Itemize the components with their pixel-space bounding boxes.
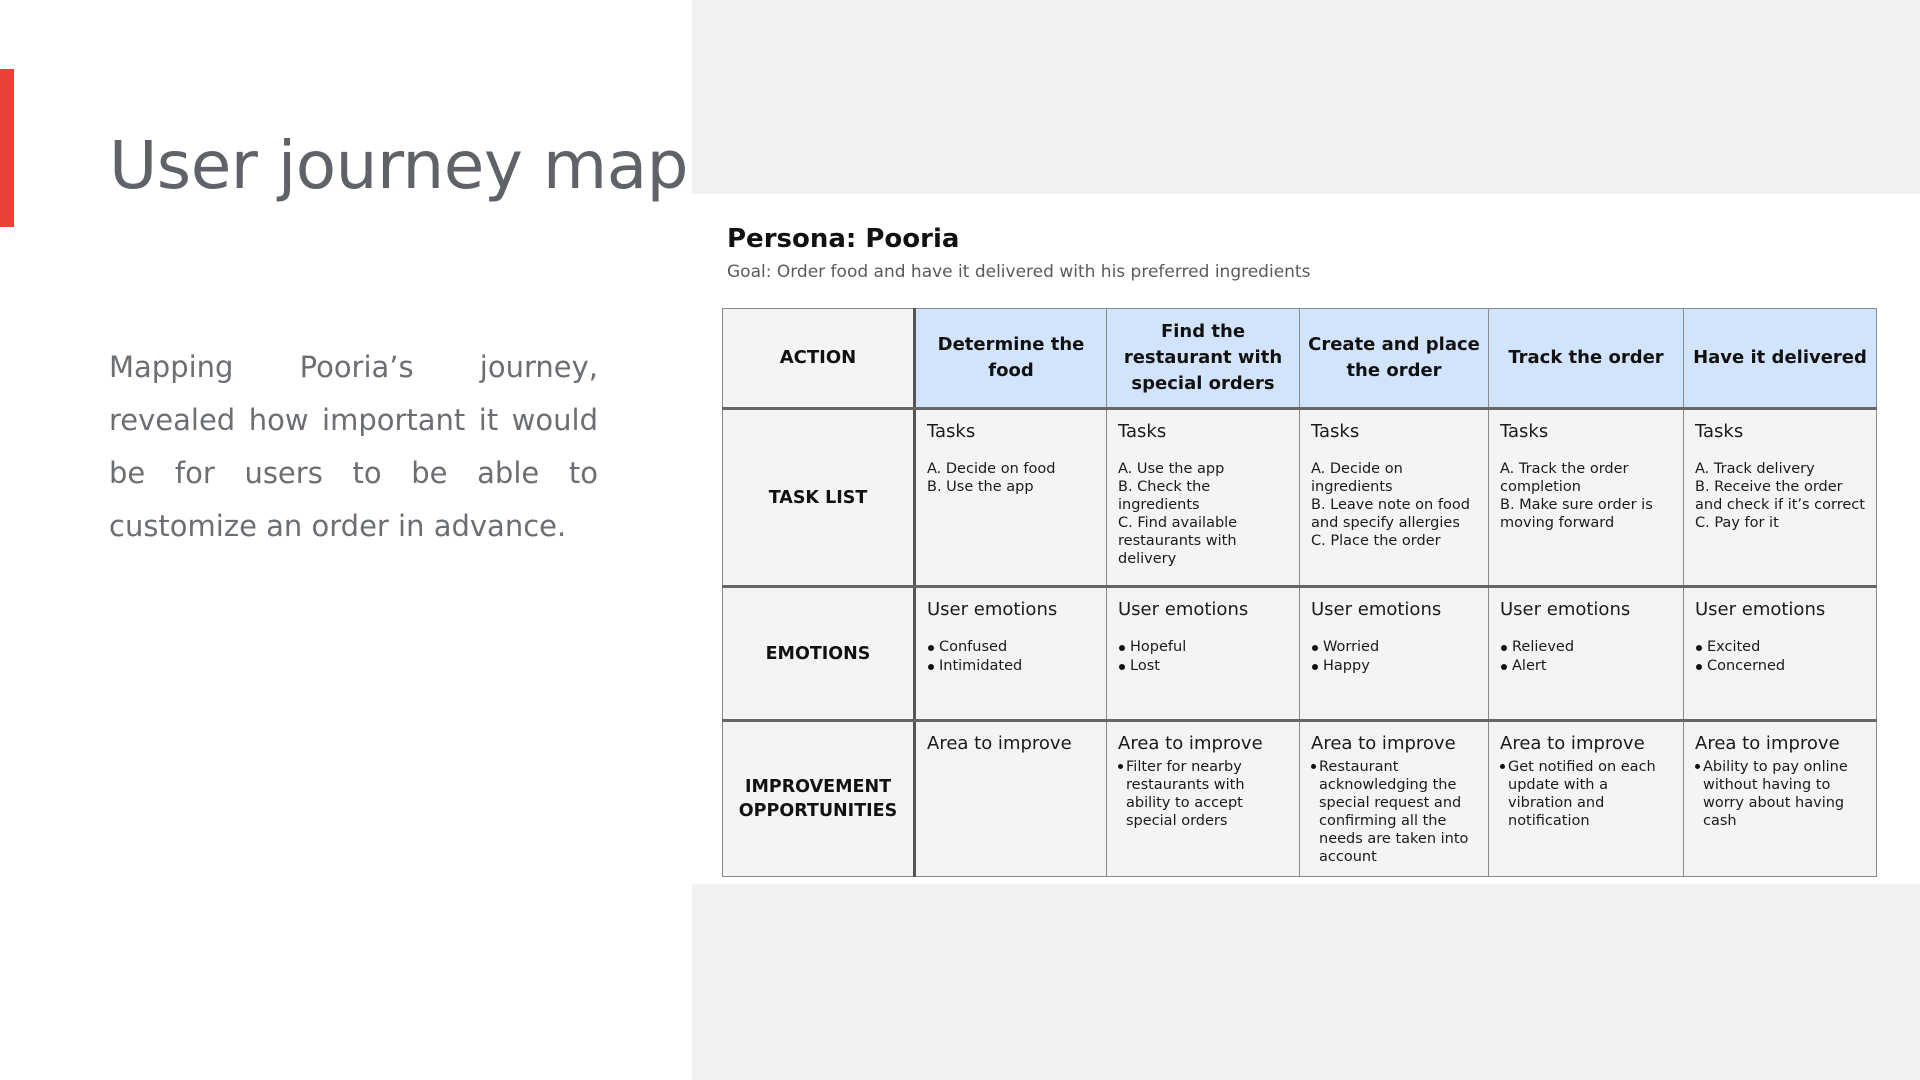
task-item: A. Decide on food bbox=[927, 461, 1056, 477]
task-cell bbox=[1684, 409, 1877, 587]
improvement-cell bbox=[1107, 721, 1300, 877]
improvement-list bbox=[1695, 758, 1866, 830]
task-item: A. Use the app bbox=[1118, 461, 1225, 477]
improvement-item: Get notified on each update with a vibration and notification bbox=[1500, 758, 1673, 830]
action-header: Create and place the order bbox=[1300, 309, 1489, 409]
improvement-item: Restaurant acknowledging the special request and confirming all the needs are taken into account bbox=[1311, 758, 1478, 866]
emotion-item: Concerned bbox=[1695, 657, 1866, 676]
cell-heading: User emotions bbox=[1500, 599, 1631, 620]
cell-heading: User emotions bbox=[1695, 599, 1826, 620]
emotion-list bbox=[1118, 638, 1289, 676]
task-item: C. Find available restaurants with delivery bbox=[1118, 515, 1238, 567]
cell-heading: User emotions bbox=[1118, 599, 1249, 620]
improvement-list bbox=[1118, 758, 1289, 830]
emotion-item: Intimidated bbox=[927, 657, 1096, 676]
emotion-item: Hopeful bbox=[1118, 638, 1289, 657]
emotion-item: Alert bbox=[1500, 657, 1673, 676]
improvement-list bbox=[1311, 758, 1478, 866]
emotion-cell bbox=[1489, 587, 1684, 721]
action-header: Find the restaurant with special orders bbox=[1107, 309, 1300, 409]
emotion-list bbox=[1311, 638, 1478, 676]
persona-title: Persona: Pooria bbox=[727, 224, 960, 254]
accent-bar bbox=[0, 69, 14, 227]
emotion-cell bbox=[1684, 587, 1877, 721]
action-header: Track the order bbox=[1489, 309, 1684, 409]
task-item: C. Place the order bbox=[1311, 533, 1441, 549]
emotion-item: Lost bbox=[1118, 657, 1289, 676]
improvement-item: Ability to pay online without having to worry about having cash bbox=[1695, 758, 1866, 830]
slide-title: User journey map bbox=[109, 127, 689, 204]
emotion-item: Excited bbox=[1695, 638, 1866, 657]
emotion-item: Worried bbox=[1311, 638, 1478, 657]
task-item: A. Track delivery bbox=[1695, 461, 1815, 477]
emotion-item: Relieved bbox=[1500, 638, 1673, 657]
cell-heading: Area to improve bbox=[1500, 733, 1645, 754]
row-label-emotions: EMOTIONS bbox=[723, 587, 915, 721]
cell-heading: Tasks bbox=[1500, 421, 1549, 442]
improvement-list bbox=[1500, 758, 1673, 830]
task-cell bbox=[1489, 409, 1684, 587]
row-label-action: ACTION bbox=[723, 309, 915, 409]
improvement-cell bbox=[1300, 721, 1489, 877]
cell-heading: Tasks bbox=[1311, 421, 1360, 442]
emotion-list bbox=[927, 638, 1096, 676]
task-list bbox=[1118, 460, 1289, 568]
cell-heading: Area to improve bbox=[1118, 733, 1263, 754]
task-list bbox=[1500, 460, 1673, 532]
task-cell bbox=[1300, 409, 1489, 587]
task-list bbox=[1311, 460, 1478, 550]
task-item: A. Decide on ingredients bbox=[1311, 461, 1403, 495]
cell-heading: Area to improve bbox=[1311, 733, 1456, 754]
task-list bbox=[1695, 460, 1866, 532]
cell-heading: User emotions bbox=[927, 599, 1058, 620]
emotion-cell bbox=[1300, 587, 1489, 721]
improvement-cell bbox=[1489, 721, 1684, 877]
task-cell bbox=[1107, 409, 1300, 587]
emotion-list bbox=[1500, 638, 1673, 676]
task-item: C. Pay for it bbox=[1695, 515, 1779, 531]
task-list-row bbox=[723, 409, 1877, 587]
task-list bbox=[927, 460, 1096, 496]
task-item: A. Track the order completion bbox=[1500, 461, 1629, 495]
task-item: B. Receive the order and check if it’s correct bbox=[1695, 479, 1865, 513]
task-item: B. Check the ingredients bbox=[1118, 479, 1211, 513]
emotion-cell bbox=[1107, 587, 1300, 721]
cell-heading: Area to improve bbox=[927, 733, 1072, 754]
persona-goal: Goal: Order food and have it delivered with his preferred ingredients bbox=[727, 262, 1311, 282]
cell-heading: Tasks bbox=[1695, 421, 1744, 442]
row-label-task-list: TASK LIST bbox=[723, 409, 915, 587]
emotions-row bbox=[723, 587, 1877, 721]
task-item: B. Leave note on food and specify allergies bbox=[1311, 497, 1470, 531]
emotion-item: Confused bbox=[927, 638, 1096, 657]
cell-heading: User emotions bbox=[1311, 599, 1442, 620]
action-header: Determine the food bbox=[915, 309, 1107, 409]
emotion-item: Happy bbox=[1311, 657, 1478, 676]
improvement-cell bbox=[915, 721, 1107, 877]
action-header: Have it delivered bbox=[1684, 309, 1877, 409]
task-cell bbox=[915, 409, 1107, 587]
task-item: B. Use the app bbox=[927, 479, 1034, 495]
row-label-improvement: IMPROVEMENT OPPORTUNITIES bbox=[723, 721, 915, 877]
task-item: B. Make sure order is moving forward bbox=[1500, 497, 1653, 531]
cell-heading: Tasks bbox=[927, 421, 976, 442]
action-row bbox=[723, 309, 1877, 409]
emotion-list bbox=[1695, 638, 1866, 676]
improvement-cell bbox=[1684, 721, 1877, 877]
slide-description: Mapping Pooria’s journey, revealed how important it would be for users to be able to customize an order in advance. bbox=[109, 350, 598, 543]
emotion-cell bbox=[915, 587, 1107, 721]
improvement-row bbox=[723, 721, 1877, 877]
journey-map-table bbox=[722, 308, 1877, 877]
cell-heading: Area to improve bbox=[1695, 733, 1840, 754]
cell-heading: Tasks bbox=[1118, 421, 1167, 442]
improvement-item: Filter for nearby restaurants with ability to accept special orders bbox=[1118, 758, 1289, 830]
